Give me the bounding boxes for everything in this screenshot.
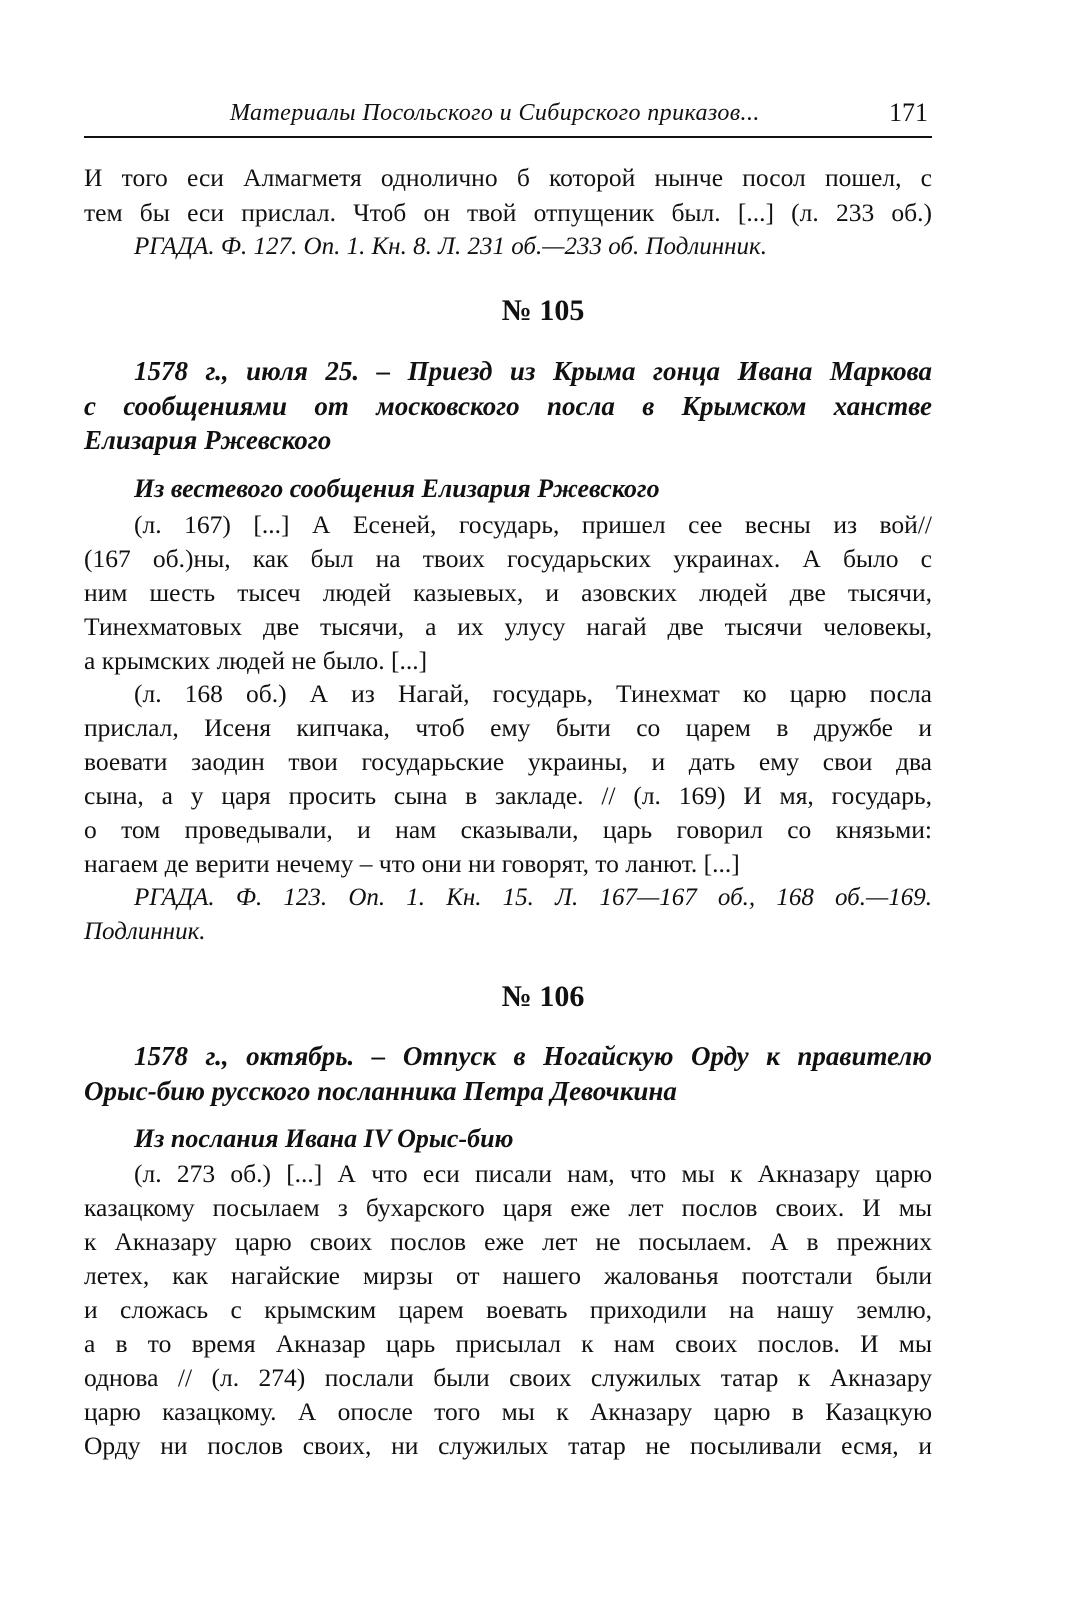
running-title: Материалы Посольского и Сибирского приказов... [230,100,760,126]
text-line: воевати заодин твои государьские украины, и дать ему свои два [84,747,932,776]
document-title-line: Орыс-бию русского посланника Петра Девочкина [84,1076,677,1106]
text-line: а в то время Акназар царь присылал к нам своих послов. И мы [84,1329,932,1358]
text-line: Орду ни послов своих, ни служилых татар не посыливали есмя, и [84,1431,932,1460]
text-line: однова // (л. 274) послали были своих служилых татар к Акназару [84,1363,932,1392]
text-line: сына, а у царя просить сына в закладе. // (л. 169) И мя, государь, [84,781,932,810]
text-line: (167 об.)ны, как был на твоих государьских украинах. А было с [84,544,932,573]
text-line: о том проведывали, и нам сказывали, царь говорил со князьми: [84,815,932,844]
text-line: а крымских людей не было. [...] [84,646,428,675]
running-header [84,96,932,138]
text-line: и сложась с крымским царем воевать приходили на нашу землю, [84,1295,932,1324]
source-citation: РГАДА. Ф. 123. Оп. 1. Кн. 15. Л. 167—167 об., 168 об.—169. [134,884,932,911]
text-line: (л. 168 об.) А из Нагай, государь, Тинехмат ко царю посла [134,679,932,708]
text-line: прислал, Исеня кипчака, чтоб ему быти со царем в дружбе и [84,713,932,742]
document-subtitle: Из послания Ивана IV Орыс-бию [134,1124,514,1153]
document-subtitle: Из вестевого сообщения Елизария Ржевского [134,474,660,503]
text-line: казацкому посылаем з бухарского царя еже лет послов своих. И мы [84,1193,932,1222]
text-line: летех, как нагайские мирзы от нашего жалованья поотстали были [84,1261,932,1290]
page-number: 171 [889,98,928,127]
text-line: ним шесть тысеч людей казыевых, и азовских людей две тысячи, [84,578,932,607]
document-title-line: с сообщениями от московского посла в Крымском ханстве [84,391,932,421]
text-line: тем бы еси прислал. Чтоб он твой отпущеник был. [...] (л. 233 об.) [84,198,932,227]
document-title-line: 1578 г., июля 25. – Приезд из Крыма гонца Ивана Маркова [134,356,932,386]
text-line: (л. 167) [...] А Есеней, государь, пришел сее весны из вой// [134,510,932,539]
document-number: № 106 [501,980,585,1013]
text-line: (л. 273 об.) [...] А что еси писали нам, что мы к Акназару царю [134,1159,932,1188]
text-line: царю казацкому. А опосле того мы к Акназару царю в Казацкую [84,1397,932,1426]
document-title-line: Елизария Ржевского [84,425,332,455]
source-citation: РГАДА. Ф. 127. Оп. 1. Кн. 8. Л. 231 об.—233 об. Подлинник. [134,233,767,260]
text-line: И того еси Алмагметя однолично б которой нынче посол пошел, с [84,163,932,192]
document-number: № 105 [501,294,585,327]
text-line: нагаем де верити нечему – что они ни говорят, то ланют. [...] [84,849,740,878]
document-title-line: 1578 г., октябрь. – Отпуск в Ногайскую Орду к правителю [134,1041,932,1071]
text-line: к Акназару царю своих послов еже лет не посылаем. А в прежних [84,1227,932,1256]
text-line: Тинехматовых две тысячи, а их улусу нагай две тысячи человекы, [84,612,932,641]
source-citation: Подлинник. [84,918,206,945]
